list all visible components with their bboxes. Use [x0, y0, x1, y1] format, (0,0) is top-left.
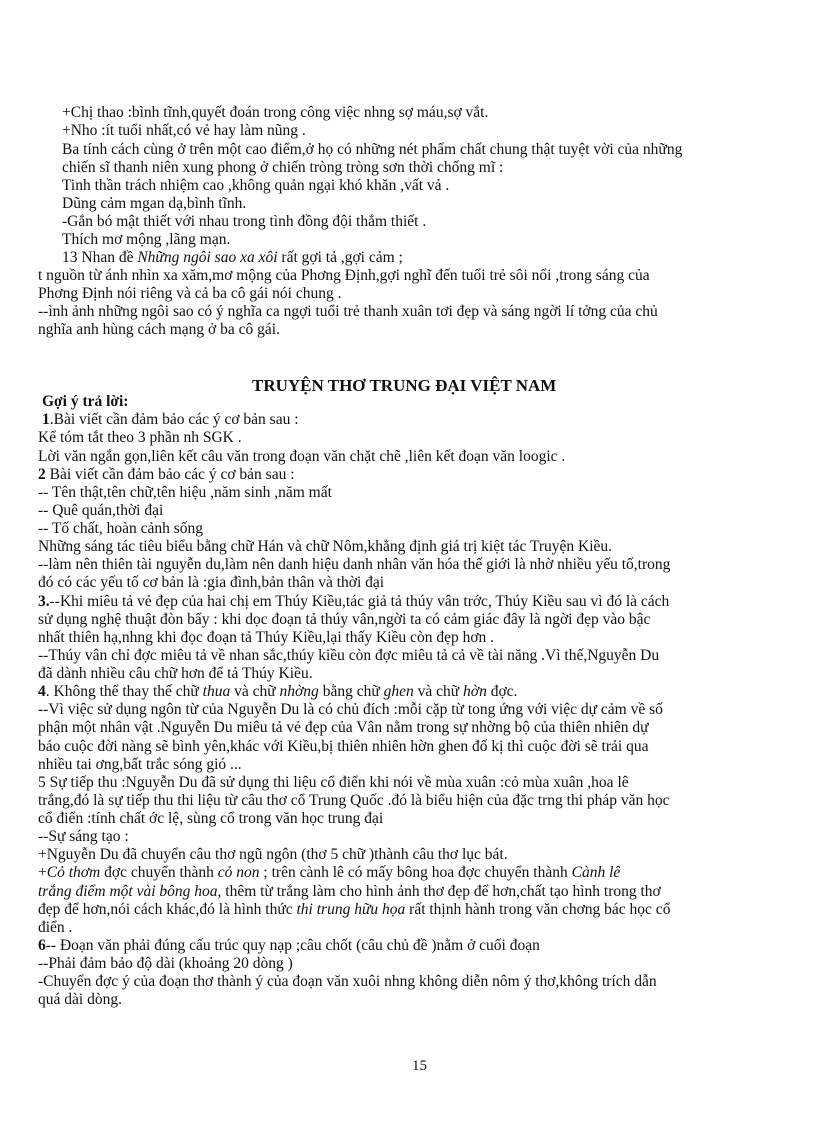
section-heading: TRUYỆN THƠ TRUNG ĐẠI VIỆT NAM [252, 376, 557, 395]
answer-number: 4 [38, 683, 46, 700]
text-span: rất thịnh hành trong văn chơng bác học cổ [405, 901, 671, 918]
text-line: --Vì việc sử dụng ngôn từ của Nguyễn Du là có chủ đích :mỗi cặp từ tong ứng với việc dự cảm về số [38, 701, 663, 718]
text-line [42, 411, 299, 428]
text-line: chiến sĩ thanh niên xung phong ở chiến tròng tròng sơn thời chống mĩ : [62, 159, 504, 176]
text-span: .Bài viết cần đảm bảo các ý cơ bản sau : [49, 411, 299, 428]
text-line: -Gắn bó mật thiết với nhau trong tình đồng đội thắm thiết . [62, 213, 427, 230]
text-line: Dũng cảm mgan dạ,bình tĩnh. [62, 195, 247, 212]
text-span: ; trên cành lê có mấy bông hoa đợc chuyển thành [259, 864, 572, 881]
text-span: Bài viết cần đảm bảo các ý cơ bản sau : [45, 466, 295, 483]
text-line: Ba tính cách cùng ở trên một cao điểm,ở họ có những nét phẩm chất chung thật tuyệt vời của những [62, 141, 683, 158]
text-line: -- Tên thật,tên chữ,tên hiệu ,năm sinh ,năm mất [38, 484, 332, 501]
text-line: Thích mơ mộng ,lãng mạn. [62, 231, 231, 248]
text-span: --Khi miêu tả vẻ đẹp của hai chị em Thúy Kiều,tác giả tả thúy vân trớc, Thúy Kiều sau vì đó là cách [49, 593, 670, 610]
italic-phrase: Cành lê [571, 864, 621, 881]
text-line: --ình ảnh những ngôi sao có ý nghĩa ca ngợi tuổi trẻ thanh xuân tơi đẹp và sáng ngời lí tởng của chủ [38, 303, 658, 320]
text-line: cổ điển :tính chất ớc lệ, sùng cổ trong văn học trung đại [38, 810, 384, 827]
text-span: và chữ [413, 683, 464, 700]
text-span: . Không thể thay thế chữ [45, 683, 203, 700]
text-line [38, 593, 669, 610]
text-span: đẹp để hơn,nói cách khác,đó là hình thức [38, 901, 297, 918]
italic-phrase: trắng điểm một vài bông hoa, [38, 883, 222, 900]
italic-word: nhờng [279, 683, 319, 700]
text-line: nhiều tai ơng,bất trắc sóng gió ... [38, 756, 242, 773]
text-line [38, 683, 517, 700]
answer-number: 1 [42, 411, 50, 428]
text-line: Lời văn ngắn gọn,liên kết câu văn trong đoạn văn chặt chẽ ,liên kết đoạn văn loogic . [38, 448, 566, 465]
text-span: đợc. [486, 683, 518, 700]
text-line: --làm nên thiên tài nguyễn du,làm nên danh hiệu danh nhân văn hóa thế giới là nhờ nhiều yếu tố,trong [38, 556, 671, 573]
text-line: Những sáng tác tiêu biểu bằng chữ Hán và chữ Nôm,khẳng định giá trị kiệt tác Truyện Kiều. [38, 538, 613, 555]
italic-phrase: thi trung hữu họa [296, 901, 406, 918]
italic-title: Những ngôi sao xa xôi [137, 249, 278, 266]
text-line: báo cuộc đời nàng sẽ bình yên,khác với Kiều,bị thiên nhiên hờn ghen đố kị thì cuộc đời sẽ trải qua [38, 738, 649, 755]
text-span: -- Đoạn văn phải đúng cấu trúc quy nạp ;câu chốt (câu chủ đề )nằm ở cuối đoạn [45, 937, 540, 954]
italic-word: hờn [463, 683, 487, 700]
page-number: 15 [412, 1058, 427, 1074]
text-span: rất gợi tả ,gợi cảm ; [277, 249, 403, 266]
section-subheading: Gợi ý trả lời: [42, 393, 129, 410]
text-line: 5 Sự tiếp thu :Nguyễn Du đã sử dụng thi liệu cổ điển khi nói về mùa xuân :cỏ mùa xuân ,hoa lê [38, 774, 629, 791]
text-line: --Sự sáng tạo : [38, 828, 129, 845]
text-line: đã dành nhiều câu chữ hơn để tả Thúy Kiều. [38, 665, 313, 682]
italic-word: thua [202, 683, 231, 700]
text-line: --Phải đảm bảo độ dài (khoảng 20 dòng ) [38, 955, 293, 972]
text-line: t nguồn từ ánh nhìn xa xăm,mơ mộng của Phơng Định,gợi nghĩ đến tuổi trẻ sôi nổi ,trong sáng của [38, 267, 650, 284]
text-line: +Nguyễn Du đã chuyển câu thơ ngũ ngôn (thơ 5 chữ )thành câu thơ lục bát. [38, 846, 508, 863]
text-line: quá dài dòng. [38, 991, 122, 1008]
italic-phrase: Cỏ thơm [46, 864, 101, 881]
text-line: Tinh thần trách nhiệm cao ,không quản ngại khó khăn ,vất vả . [62, 177, 450, 194]
text-line [62, 249, 403, 266]
text-span: và chữ [230, 683, 280, 700]
text-line: điển . [38, 919, 73, 936]
text-line: sử dụng nghệ thuật đòn bẩy : khi dọc đoạn tả thúy vân,ngời ta có cảm giác đây là ngời đẹp vào bậc [38, 611, 651, 628]
text-span: đợc chuyển thành [100, 864, 218, 881]
text-line: trắng,đó là sự tiếp thu thi liệu từ câu thơ cổ Trung Quốc .đó là biểu hiện của đặc trng thi pháp văn học [38, 792, 670, 809]
text-line: -- Tố chất, hoàn cảnh sống [38, 520, 203, 537]
text-line: Kể tóm tắt theo 3 phần nh SGK . [38, 429, 242, 446]
text-line: phận một nhân vật .Nguyễn Du miêu tả vẻ đẹp của Vân nằm trong sự nhờng bộ của thiên nhiên dự [38, 719, 649, 736]
text-line [38, 901, 670, 918]
text-line: -Chuyển đợc ý của đoạn thơ thành ý của đoạn văn xuôi nhng không diễn nôm ý thơ,không trích dẫn [38, 973, 657, 990]
text-line: +Chị thao :bình tĩnh,quyết đoán trong công việc nhng sợ máu,sợ vắt. [62, 104, 489, 121]
answer-number: 6 [38, 937, 46, 954]
text-line [38, 864, 620, 881]
text-line: Phơng Định nói riêng và cả ba cô gái nói chung . [38, 285, 342, 302]
text-span: bằng chữ [318, 683, 384, 700]
answer-number: 2 [38, 466, 46, 483]
text-line: đó có các yếu tố cơ bản là :gia đình,bản thân và thời đại [38, 574, 385, 591]
text-line [38, 466, 295, 483]
text-line: +Nho :ít tuổi nhất,có vẻ hay làm nũng . [62, 122, 306, 139]
italic-phrase: cỏ non [217, 864, 260, 881]
text-line: nghĩa anh hùng cách mạng ở ba cô gái. [38, 321, 280, 338]
text-line [38, 883, 661, 900]
text-span: + [38, 864, 47, 881]
text-span: 13 Nhan đề [62, 249, 138, 266]
text-line: nhất thiên hạ,nhng khi đọc đoạn tả Thúy Kiều,lại thấy Kiều còn đẹp hơn . [38, 629, 495, 646]
text-line: --Thúy vân chỉ đợc miêu tả về nhan sắc,thúy kiều còn đợc miêu tả cả về tài năng .Vì thế,Nguyễn Du [38, 647, 660, 664]
text-span: thêm từ trắng làm cho hình ảnh thơ đẹp để hơn,chất tạo hình trong thơ [221, 883, 661, 900]
text-line [38, 937, 540, 954]
answer-number: 3. [38, 593, 50, 610]
text-line: -- Quê quán,thời đại [38, 502, 164, 519]
italic-word: ghen [383, 683, 414, 700]
